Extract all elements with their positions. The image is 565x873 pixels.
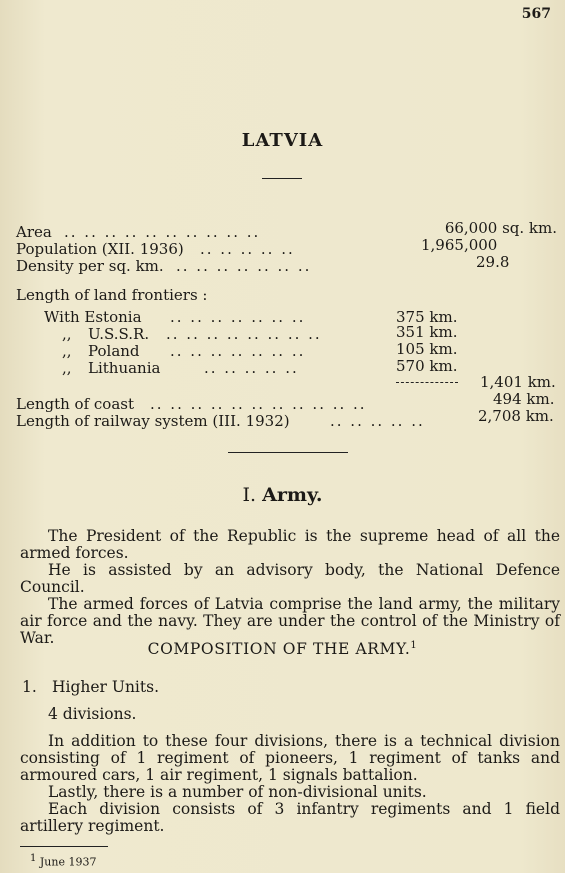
- ussr-label: U.S.S.R.: [88, 325, 150, 343]
- section-heading: [0, 484, 565, 506]
- lithuania-label: Lithuania: [88, 359, 161, 377]
- coast-label: Length of coast: [16, 395, 135, 413]
- higher-units-number: 1.: [22, 678, 37, 696]
- composition-heading-text: COMPOSITION OF THE ARMY.: [147, 640, 411, 659]
- subtotal-rule: [396, 382, 458, 383]
- composition-paragraphs: [20, 733, 560, 835]
- density-leader: .. .. .. .. .. .. ..: [176, 257, 312, 275]
- poland-prefix: ,,: [62, 342, 72, 360]
- paragraph-advisory-body: He is assisted by an advisory body, the National Defence Council.: [20, 561, 560, 596]
- poland-leader: .. .. .. .. .. .. ..: [170, 342, 306, 360]
- population-leader: .. .. .. .. ..: [200, 240, 295, 258]
- composition-footnote-marker: 1: [410, 640, 418, 651]
- ussr-leader: .. .. .. .. .. .. .. ..: [166, 325, 322, 343]
- railway-label: Length of railway system (III. 1932): [16, 412, 290, 430]
- ussr-value: 351 km.: [396, 323, 458, 341]
- divisions-count: 4 divisions.: [48, 705, 137, 723]
- footnote-marker: 1: [30, 853, 37, 864]
- railway-value: 2,708 km.: [478, 407, 554, 425]
- composition-heading: [0, 640, 565, 658]
- lithuania-leader: .. .. .. .. ..: [204, 359, 299, 377]
- population-value: 1,965,000: [421, 236, 498, 254]
- poland-label: Poland: [88, 342, 140, 360]
- title-rule: [262, 178, 302, 179]
- railway-leader: .. .. .. .. ..: [330, 412, 425, 430]
- section-title: Army.: [262, 484, 323, 506]
- section-number: I.: [242, 484, 257, 506]
- ussr-prefix: ,,: [62, 325, 72, 343]
- higher-units-label: Higher Units.: [52, 678, 160, 696]
- lithuania-value: 570 km.: [396, 357, 458, 375]
- paragraph-supreme-head: The President of the Republic is the supreme head of all the armed forces.: [20, 527, 560, 562]
- estonia-value: 375 km.: [396, 308, 458, 326]
- page-title: LATVIA: [241, 130, 324, 151]
- paragraph-armed-forces: The armed forces of Latvia comprise the land army, the military air force and the navy. They are under the control of the Ministry of War.: [20, 595, 560, 647]
- area-leader: .. .. .. .. .. .. .. .. .. ..: [64, 223, 261, 241]
- lithuania-prefix: ,,: [62, 359, 72, 377]
- footnote-rule: [20, 846, 108, 847]
- poland-value: 105 km.: [396, 340, 458, 358]
- coast-value: 494 km.: [493, 390, 555, 408]
- estonia-leader: .. .. .. .. .. .. ..: [170, 308, 306, 326]
- footnote: [30, 853, 96, 869]
- estonia-label: With Estonia: [44, 308, 142, 326]
- section-rule: [228, 452, 348, 453]
- population-label: Population (XII. 1936): [16, 240, 184, 258]
- frontier-total: 1,401 km.: [480, 373, 556, 391]
- intro-paragraphs: [20, 528, 560, 647]
- paragraph-technical-division: In addition to these four divisions, there is a technical division consisting of 1 regiment of pioneers, 1 regiment of tanks and armoured cars, 1 air regiment, 1 signals battalion.: [20, 732, 560, 784]
- paragraph-non-divisional: Lastly, there is a number of non-divisional units.: [48, 783, 427, 801]
- area-value: 66,000 sq. km.: [444, 219, 557, 237]
- density-value: 29.8: [476, 253, 510, 271]
- coast-leader: .. .. .. .. .. .. .. .. .. .. ..: [150, 395, 367, 413]
- density-label: Density per sq. km.: [16, 257, 164, 275]
- page-number: 567: [521, 6, 551, 22]
- area-label: Area: [16, 223, 52, 241]
- footnote-text: June 1937: [39, 855, 97, 869]
- frontiers-heading: Length of land frontiers :: [16, 286, 208, 304]
- paragraph-division-composition: Each division consists of 3 infantry regiments and 1 field artillery regiment.: [20, 800, 560, 835]
